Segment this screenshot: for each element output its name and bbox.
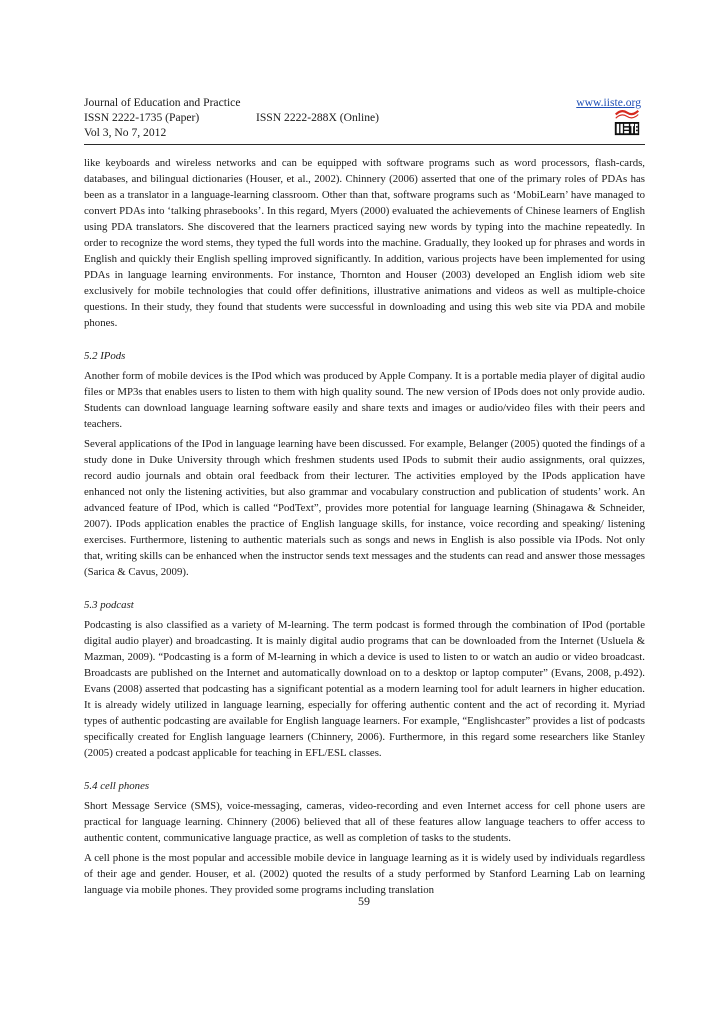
header-row-2: [84, 110, 645, 125]
paragraph: A cell phone is the most popular and accessible mobile device in language learning as it is widely used by individuals regardless of their age and gender. Houser, et al. (2002) quoted the results of a study performed by Stanford Learning Lab on learning language via mobile phones. They provided some programs including translation: [84, 852, 645, 896]
journal-title: Journal of Education and Practice: [84, 96, 241, 109]
section-heading-podcast: 5.3 podcast: [84, 599, 134, 611]
header-row-1: [84, 95, 645, 110]
page-header: [84, 95, 645, 140]
header-row-3: [84, 125, 645, 140]
section-heading-ipods: 5.2 IPods: [84, 350, 126, 362]
article-body: [84, 155, 645, 902]
website-link[interactable]: www.iiste.org: [576, 96, 641, 109]
paragraph: Several applications of the IPod in language learning have been discussed. For example, Belanger (2005) quoted the findings of a study done in Duke University through which freshmen students used IPods to submit their audio assignments, oral quizzes, record audio journals and obtain oral feedback from their lecturer. The activities employed by the IPods application have enhanced not only the listening activities, but also grammar and vocabulary construction and publication of students’ work. An advanced feature of IPod, which is called “PodText”, provides more potential for language learning (Shinagawa & Schneider, 2007). IPods application enables the practice of English language skills, for instance, voice recording and speaking/ listening exercises. Furthermore, listening to authentic materials such as songs and news in English is also possible via IPods. Not only that, writing skills can be enhanced when the instructor sends text messages and the students can read and answer those messages (Sarica & Cavus, 2009).: [84, 438, 645, 578]
issn-online: ISSN 2222-288X (Online): [256, 111, 380, 124]
paragraph: Another form of mobile devices is the IPod which was produced by Apple Company. It is a portable media player of digital audio files or MP3s that enables users to listen to them with high quality sound. The new version of IPods does not only provide audio. Students can download language learning software easily and share texts and images or audio/video files with their peers and teachers.: [84, 370, 645, 430]
page-number: 59: [358, 894, 370, 908]
volume-info: Vol 3, No 7, 2012: [84, 126, 167, 139]
section-heading-cell-phones: 5.4 cell phones: [84, 780, 150, 792]
paragraph: like keyboards and wireless networks and can be equipped with software programs such as word processors, flash-cards, databases, and bilingual dictionaries (Houser, et al., 2002). Chinnery (2006) asserted that one of the primary roles of PDAs has been as a translator in a language-learning classroom. Other than that, software programs such as ‘MobiLearn’ have managed to convert PDAs into ‘talking phrasebooks’. In this regard, Myers (2000) evaluated the achievements of Chinese learners of English using PDA translators. She discovered that the learners practiced saying new words by typing into the machine repeatedly. In order to recognize the word stems, they typed the full words into the machine. Gradually, they looked up for phrases and words in English and quickly their English spelling improved significantly. In addition, various projects have been implemented for using PDAs in language learning environments. For instance, Thornton and Houser (2003) developed an English idiom web site exclusively for mobile technologies that could offer definitions, illustrative animations and videos as well as multiple-choice questions. In their study, they found that students were successful in downloading and using this web site via PDA and mobile phones.: [84, 157, 645, 329]
paragraph: Podcasting is also classified as a variety of M-learning. The term podcast is formed through the combination of IPod (portable digital audio player) and broadcasting. It is mainly digital audio programs that can be downloaded from the Internet (Usluela & Mazman, 2009). “Podcasting is a form of M-learning in which a device is used to listen to or watch an audio or video broadcast. Broadcasts are published on the Internet and automatically download on to a desktop or laptop computer” (Evans, 2008, p.492). Evans (2008) asserted that podcasting has a significant potential as a modern learning tool for adult learners in higher education. It is already widely utilized in language learning, especially for offering authentic content and the act of recording it. Myriad types of authentic podcasting are available for English language learners. For example, “Englishcaster” provides a list of podcasts specifically created for English language learners (Chinnery, 2006). Furthermore, in this regard some researchers like Stanley (2005) created a podcast applicable for teaching in EFL/ESL classes.: [84, 619, 645, 759]
header-rule: [84, 144, 645, 145]
iiste-logo-icon: [614, 107, 640, 137]
paragraph: Short Message Service (SMS), voice-messaging, cameras, video-recording and even Internet access for cell phone users are practical for language learning. Chinnery (2006) believed that all of these features allow language teachers to offer access to authentic content, communicative language practice, as well as completion of tasks to the students.: [84, 800, 645, 844]
issn-paper: ISSN 2222-1735 (Paper): [84, 111, 200, 124]
